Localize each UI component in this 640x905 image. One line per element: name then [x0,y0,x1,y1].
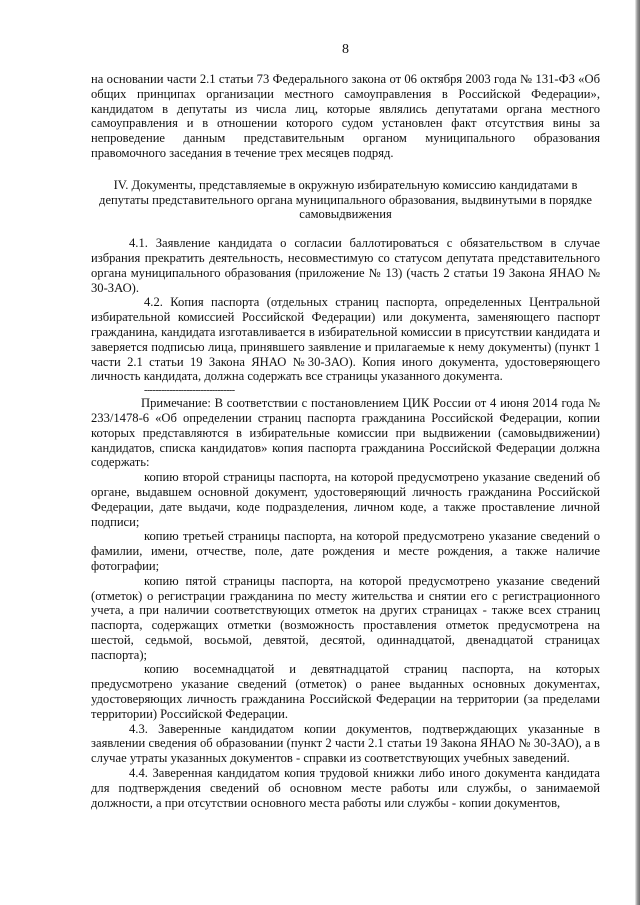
spacer [91,161,600,178]
item-4-4: 4.4. Заверенная кандидатом копия трудовой книжки либо иного документа кандидата для подтверждения сведений об основном месте работы или службы, о занимаемой должности, а при отсутствии основного места работы или службы - копии документов, [91,766,600,810]
note-item-page-3: копию третьей страницы паспорта, на которой предусмотрено указание сведений о фамилии, имени, отчестве, поле, дате рождения и месте рождения, а также наличие фотографии; [91,529,600,573]
page-edge-shadow [635,0,640,905]
spacer [91,222,600,236]
item-4-2: 4.2. Копия паспорта (отдельных страниц паспорта, определенных Центральной избирательной комиссией Российской Федерации) или документа, заменяющего паспорт гражданина, кандидата изготавливается в избирательной комиссии в присутствии кандидата и заверяется подписью лица, принявшего заявление и прилагаемые к нему документы) (пункт 1 части 2.1 статьи 19 Закона ЯНАО №30-ЗАО). Копия иного документа, удостоверяющего личность кандидата, должна содержать все страницы указанного документа. [91,295,600,384]
footnote-separator: -------------------------------- [144,385,235,397]
item-4-1: 4.1. Заявление кандидата о согласии баллотироваться с обязательством в случае избрания прекратить деятельность, несовместимую со статусом депутата представительного органа муниципального образования (приложение № 13) (часть 2 статьи 19 Закона ЯНАО № 30-ЗАО). [91,236,600,295]
note-item-page-2: копию второй страницы паспорта, на которой предусмотрено указание сведений об органе, выдавшем основной документ, удостоверяющий личность гражданина Российской Федерации, дате выдачи, коде подразделения, личном коде, а также проставление личной подписи; [91,470,600,529]
note-intro: Примечание: В соответствии с постановлением ЦИК России от 4 июня 2014 года № 233/1478-6 «Об определении страниц паспорта гражданина Российской Федерации, копии которых представляются в избирательные комиссии при выдвижении (самовыдвижении) кандидатов, списка кандидатов» копия паспорта гражданина Российской Федерации должна содержать: [91,396,600,470]
note-item-page-18-19: копию восемнадцатой и девятнадцатой страниц паспорта, на которых предусмотрено указание сведений (отметок) о ранее выданных основных документах, удостоверяющих личность гражданина Российской Федерации на территории (за пределами территории) Российской Федерации. [91,662,600,721]
page-number: 8 [342,42,349,57]
note-item-page-5: копию пятой страницы паспорта, на которой предусмотрено указание сведений (отметок) о регистрации гражданина по месту жительства и снятии его с регистрационного учета, а при наличии соответствующих отметок на других страницах - также всех страниц паспорта, содержащих отметки (возможность проставления отметок предусмотрена на шестой, седьмой, восьмой, девятой, десятой, одиннадцатой, двенадцатой страницах паспорта); [91,573,600,662]
item-4-3: 4.3. Заверенные кандидатом копии документов, подтверждающих указанные в заявлении сведения об образовании (пункт 2 части 2.1 статьи 19 Закона ЯНАО № 30-ЗАО), а в случае утраты указанных документов - справки из соответствующих учебных заведений. [91,721,600,766]
section-heading: IV. Документы, представляемые в окружную избирательную комиссию кандидатами в депутаты представительного органа муниципального образования, выдвинутыми в порядке самовыдвижения [99,177,592,222]
intro-paragraph: на основании части 2.1 статьи 73 Федерального закона от 06 октября 2003 года № 131-ФЗ «Об общих принципах организации местного самоуправления в Российской Федерации», кандидатом в депутаты из числа лиц, которые являлись депутатами органа местного самоуправления и в отношении которого судом установлен факт отсутствия вины за непроведение данным представительным органом муниципального образования правомочного заседания в течение трех месяцев подряд. [91,72,600,160]
